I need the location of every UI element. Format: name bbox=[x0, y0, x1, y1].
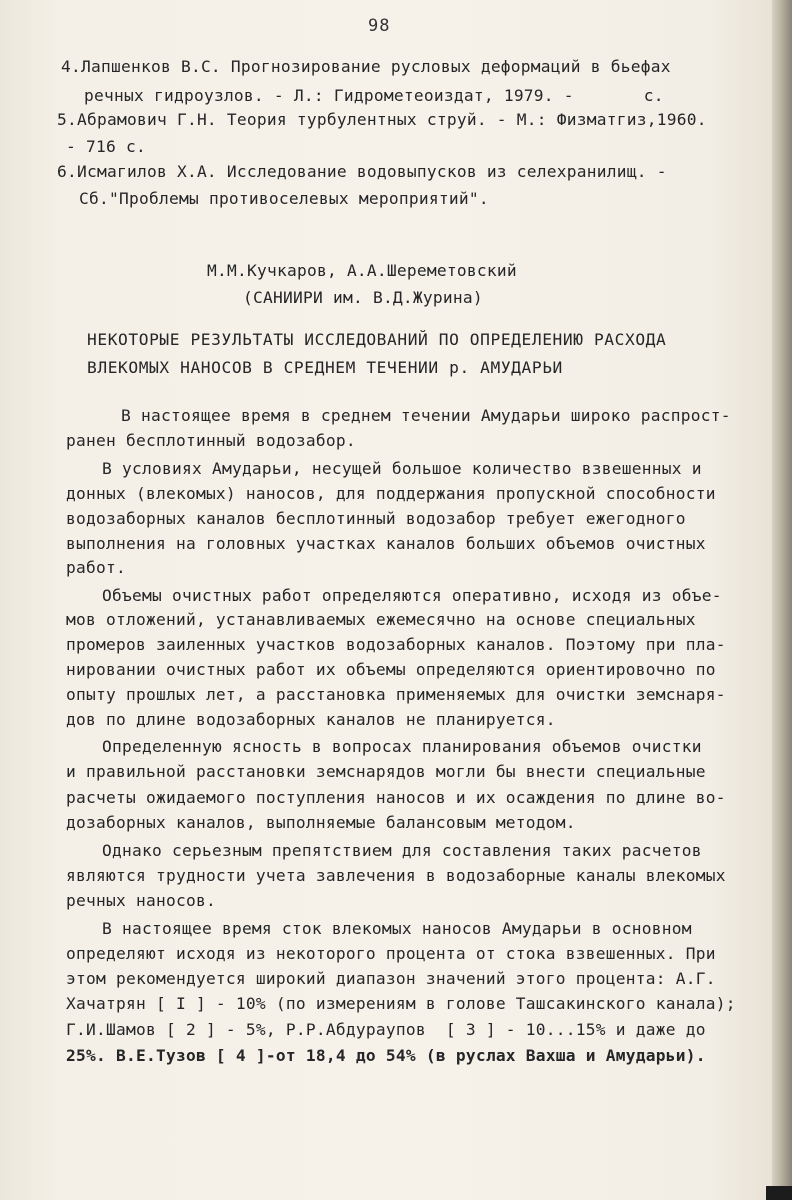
body-line-4: донных (влекомых) наносов, для поддержания пропускной способности bbox=[66, 484, 716, 503]
body-line-9: мов отложений, устанавливаемых ежемесячно на основе специальных bbox=[66, 610, 696, 629]
reference-4-line-1: 4.Лапшенков В.С. Прогнозирование русловых деформаций в бьефах bbox=[61, 57, 671, 76]
body-line-23: этом рекомендуется широкий диапазон значений этого процента: А.Г. bbox=[66, 969, 716, 988]
reference-5-line-2: - 716 с. bbox=[66, 137, 146, 156]
body-line-13: дов по длине водозаборных каналов не планируется. bbox=[66, 710, 556, 729]
reference-6-line-2: Сб."Проблемы противоселевых мероприятий". bbox=[79, 189, 489, 208]
article-title-line-1: НЕКОТОРЫЕ РЕЗУЛЬТАТЫ ИССЛЕДОВАНИЙ ПО ОПРЕДЕЛЕНИЮ РАСХОДА bbox=[87, 330, 667, 349]
body-line-7: работ. bbox=[66, 558, 126, 577]
body-line-6: выполнения на головных участках каналов больших объемов очистных bbox=[66, 534, 706, 553]
body-line-18: Однако серьезным препятствием для составления таких расчетов bbox=[102, 841, 702, 860]
body-line-3: В условиях Амударьи, несущей большое количество взвешенных и bbox=[102, 459, 702, 478]
reference-5-line-1: 5.Абрамович Г.Н. Теория турбулентных струй. - М.: Физматгиз,1960. bbox=[57, 110, 707, 129]
authors-names: М.М.Кучкаров, А.А.Шереметовский bbox=[207, 261, 517, 280]
body-line-5: водозаборных каналов бесплотинный водозабор требует ежегодного bbox=[66, 509, 686, 528]
page-binding-edge bbox=[772, 0, 792, 1200]
body-line-17: дозаборных каналов, выполняемые балансовым методом. bbox=[66, 813, 576, 832]
body-line-11: нировании очистных работ их объемы определяются ориентировочно по bbox=[66, 660, 716, 679]
body-line-1: В настоящее время в среднем течении Амударьи широко распрост- bbox=[121, 406, 731, 425]
body-line-15: и правильной расстановки земснарядов могли бы внести специальные bbox=[66, 762, 706, 781]
body-line-12: опыту прошлых лет, а расстановка применяемых для очистки земснаря- bbox=[66, 685, 726, 704]
authors-affiliation: (САНИИРИ им. В.Д.Журина) bbox=[243, 288, 483, 307]
body-line-10: промеров заиленных участков водозаборных каналов. Поэтому при пла- bbox=[66, 635, 726, 654]
reference-4-line-2: речных гидроузлов. - Л.: Гидрометеоиздат, 1979. - с. bbox=[84, 86, 664, 105]
body-line-16: расчеты ожидаемого поступления наносов и их осаждения по длине во- bbox=[66, 788, 726, 807]
body-line-2: ранен бесплотинный водозабор. bbox=[66, 431, 356, 450]
body-line-24: Хачатрян [ I ] - 10% (по измерениям в голове Ташсакинского канала); bbox=[66, 994, 736, 1013]
body-line-14: Определенную ясность в вопросах планирования объемов очистки bbox=[102, 737, 702, 756]
page-corner-shadow bbox=[766, 1186, 792, 1200]
body-line-8: Объемы очистных работ определяются оперативно, исходя из объе- bbox=[102, 586, 722, 605]
body-line-25: Г.И.Шамов [ 2 ] - 5%, Р.Р.Абдураупов [ 3 ] - 10...15% и даже до bbox=[66, 1020, 706, 1039]
page-number: 98 bbox=[368, 16, 391, 36]
body-line-22: определяют исходя из некоторого процента от стока взвешенных. При bbox=[66, 944, 716, 963]
body-line-21: В настоящее время сток влекомых наносов Амударьи в основном bbox=[102, 919, 692, 938]
body-line-26: 25%. В.Е.Тузов [ 4 ]-от 18,4 до 54% (в руслах Вахша и Амударьи). bbox=[66, 1046, 706, 1065]
body-line-19: являются трудности учета завлечения в водозаборные каналы влекомых bbox=[66, 866, 726, 885]
body-line-20: речных наносов. bbox=[66, 891, 216, 910]
reference-6-line-1: 6.Исмагилов Х.А. Исследование водовыпусков из селехранилищ. - bbox=[57, 162, 667, 181]
article-title-line-2: ВЛЕКОМЫХ НАНОСОВ В СРЕДНЕМ ТЕЧЕНИИ р. АМУДАРЬИ bbox=[87, 358, 563, 377]
